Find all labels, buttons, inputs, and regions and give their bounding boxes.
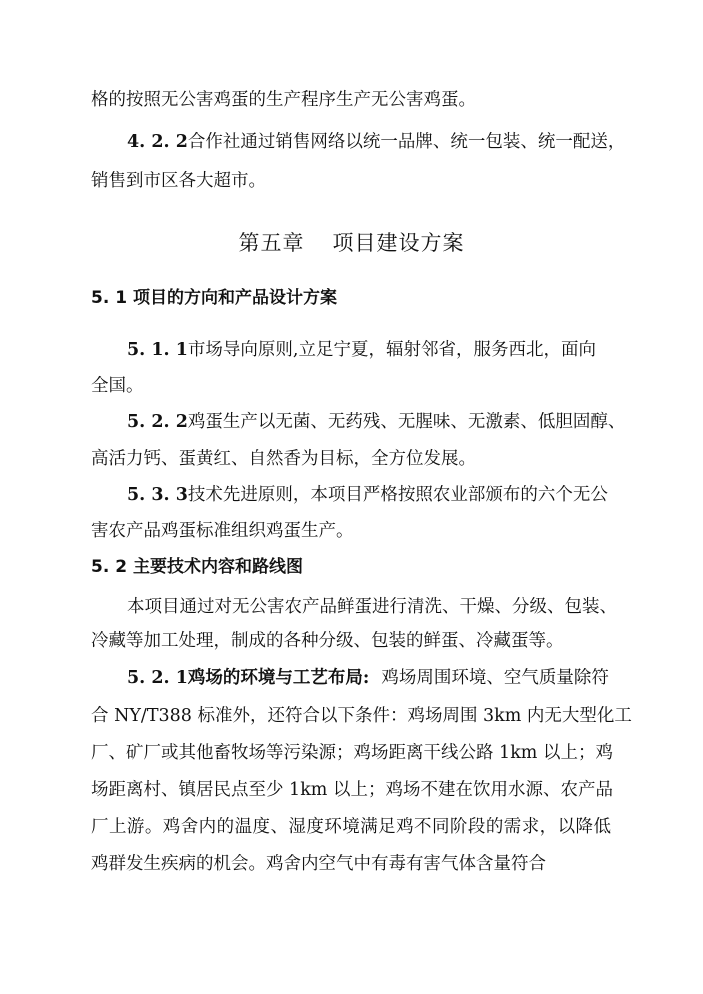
section-heading-5-1: 5. 1 项目的方向和产品设计方案 xyxy=(91,288,337,308)
line-text: 市场导向原则,立足宁夏，辐射邻省，服务西北，面向 xyxy=(187,340,596,360)
line-text: 技术先进原则，本项目严格按照农业部颁布的六个无公 xyxy=(187,485,608,505)
line-text: 厂上游。鸡舍内的温度、湿度环境满足鸡不同阶段的需求，以降低 xyxy=(91,817,611,837)
line-text: 合作社通过销售网络以统一品牌、统一包装、统一配送， xyxy=(187,132,626,152)
clause-number: 5. 2. 2 xyxy=(127,412,188,432)
paragraph-line xyxy=(127,410,626,434)
line-text: 销售到市区各大超市。 xyxy=(91,171,266,191)
chapter-number: 第五章 xyxy=(238,231,305,255)
paragraph-line xyxy=(91,374,611,398)
paragraph-line xyxy=(91,852,611,876)
paragraph-line xyxy=(127,666,611,690)
line-text: 全国。 xyxy=(91,376,144,396)
paragraph-line xyxy=(91,629,611,653)
chapter-title: 项目建设方案 xyxy=(332,231,465,255)
line-text: 厂、矿厂或其他畜牧场等污染源；鸡场距离干线公路 1km 以上；鸡 xyxy=(91,743,613,763)
paragraph-line xyxy=(127,130,626,154)
clause-number: 5. 3. 3 xyxy=(127,485,188,505)
paragraph-line xyxy=(91,704,632,728)
clause-number: 5. 2. 1 xyxy=(127,668,188,688)
paragraph-line xyxy=(91,741,611,765)
line-text: 鸡蛋生产以无菌、无药残、无腥味、无激素、低胆固醇、 xyxy=(187,412,626,432)
line-text: 鸡群发生疾病的机会。鸡舍内空气中有毒有害气体含量符合 xyxy=(91,854,546,874)
line-text: 鸡场周围环境、空气质量除符 xyxy=(381,668,609,688)
line-text: 格的按照无公害鸡蛋的生产程序生产无公害鸡蛋。 xyxy=(91,90,476,110)
paragraph-line xyxy=(91,88,611,112)
paragraph-line xyxy=(91,778,611,802)
section-heading-5-2: 5. 2 主要技术内容和路线图 xyxy=(91,557,303,577)
paragraph-line xyxy=(127,483,611,507)
clause-number: 5. 1. 1 xyxy=(127,340,188,360)
clause-number: 4. 2. 2 xyxy=(127,132,188,152)
paragraph-line xyxy=(127,595,617,619)
line-text: 害农产品鸡蛋标准组织鸡蛋生产。 xyxy=(91,521,354,541)
line-text: 合 NY/T388 标准外，还符合以下条件：鸡场周围 3km 内无大型化工 xyxy=(91,706,632,726)
line-text: 冷藏等加工处理，制成的各种分级、包装的鲜蛋、冷藏蛋等。 xyxy=(91,631,564,651)
line-text: 高活力钙、蛋黄红、自然香为目标，全方位发展。 xyxy=(91,449,476,469)
line-text: 本项目通过对无公害农产品鲜蛋进行清洗、干燥、分级、包装、 xyxy=(127,597,617,617)
paragraph-line xyxy=(127,338,611,362)
chapter-heading xyxy=(0,229,703,257)
subheading-5-2-1: 鸡场的环境与工艺布局: xyxy=(187,668,370,688)
paragraph-line xyxy=(91,815,611,839)
paragraph-line xyxy=(91,519,611,543)
paragraph-line xyxy=(91,447,611,471)
paragraph-line xyxy=(91,169,611,193)
line-text: 场距离村、镇居民点至少 1km 以上；鸡场不建在饮用水源、农产品 xyxy=(91,780,613,800)
